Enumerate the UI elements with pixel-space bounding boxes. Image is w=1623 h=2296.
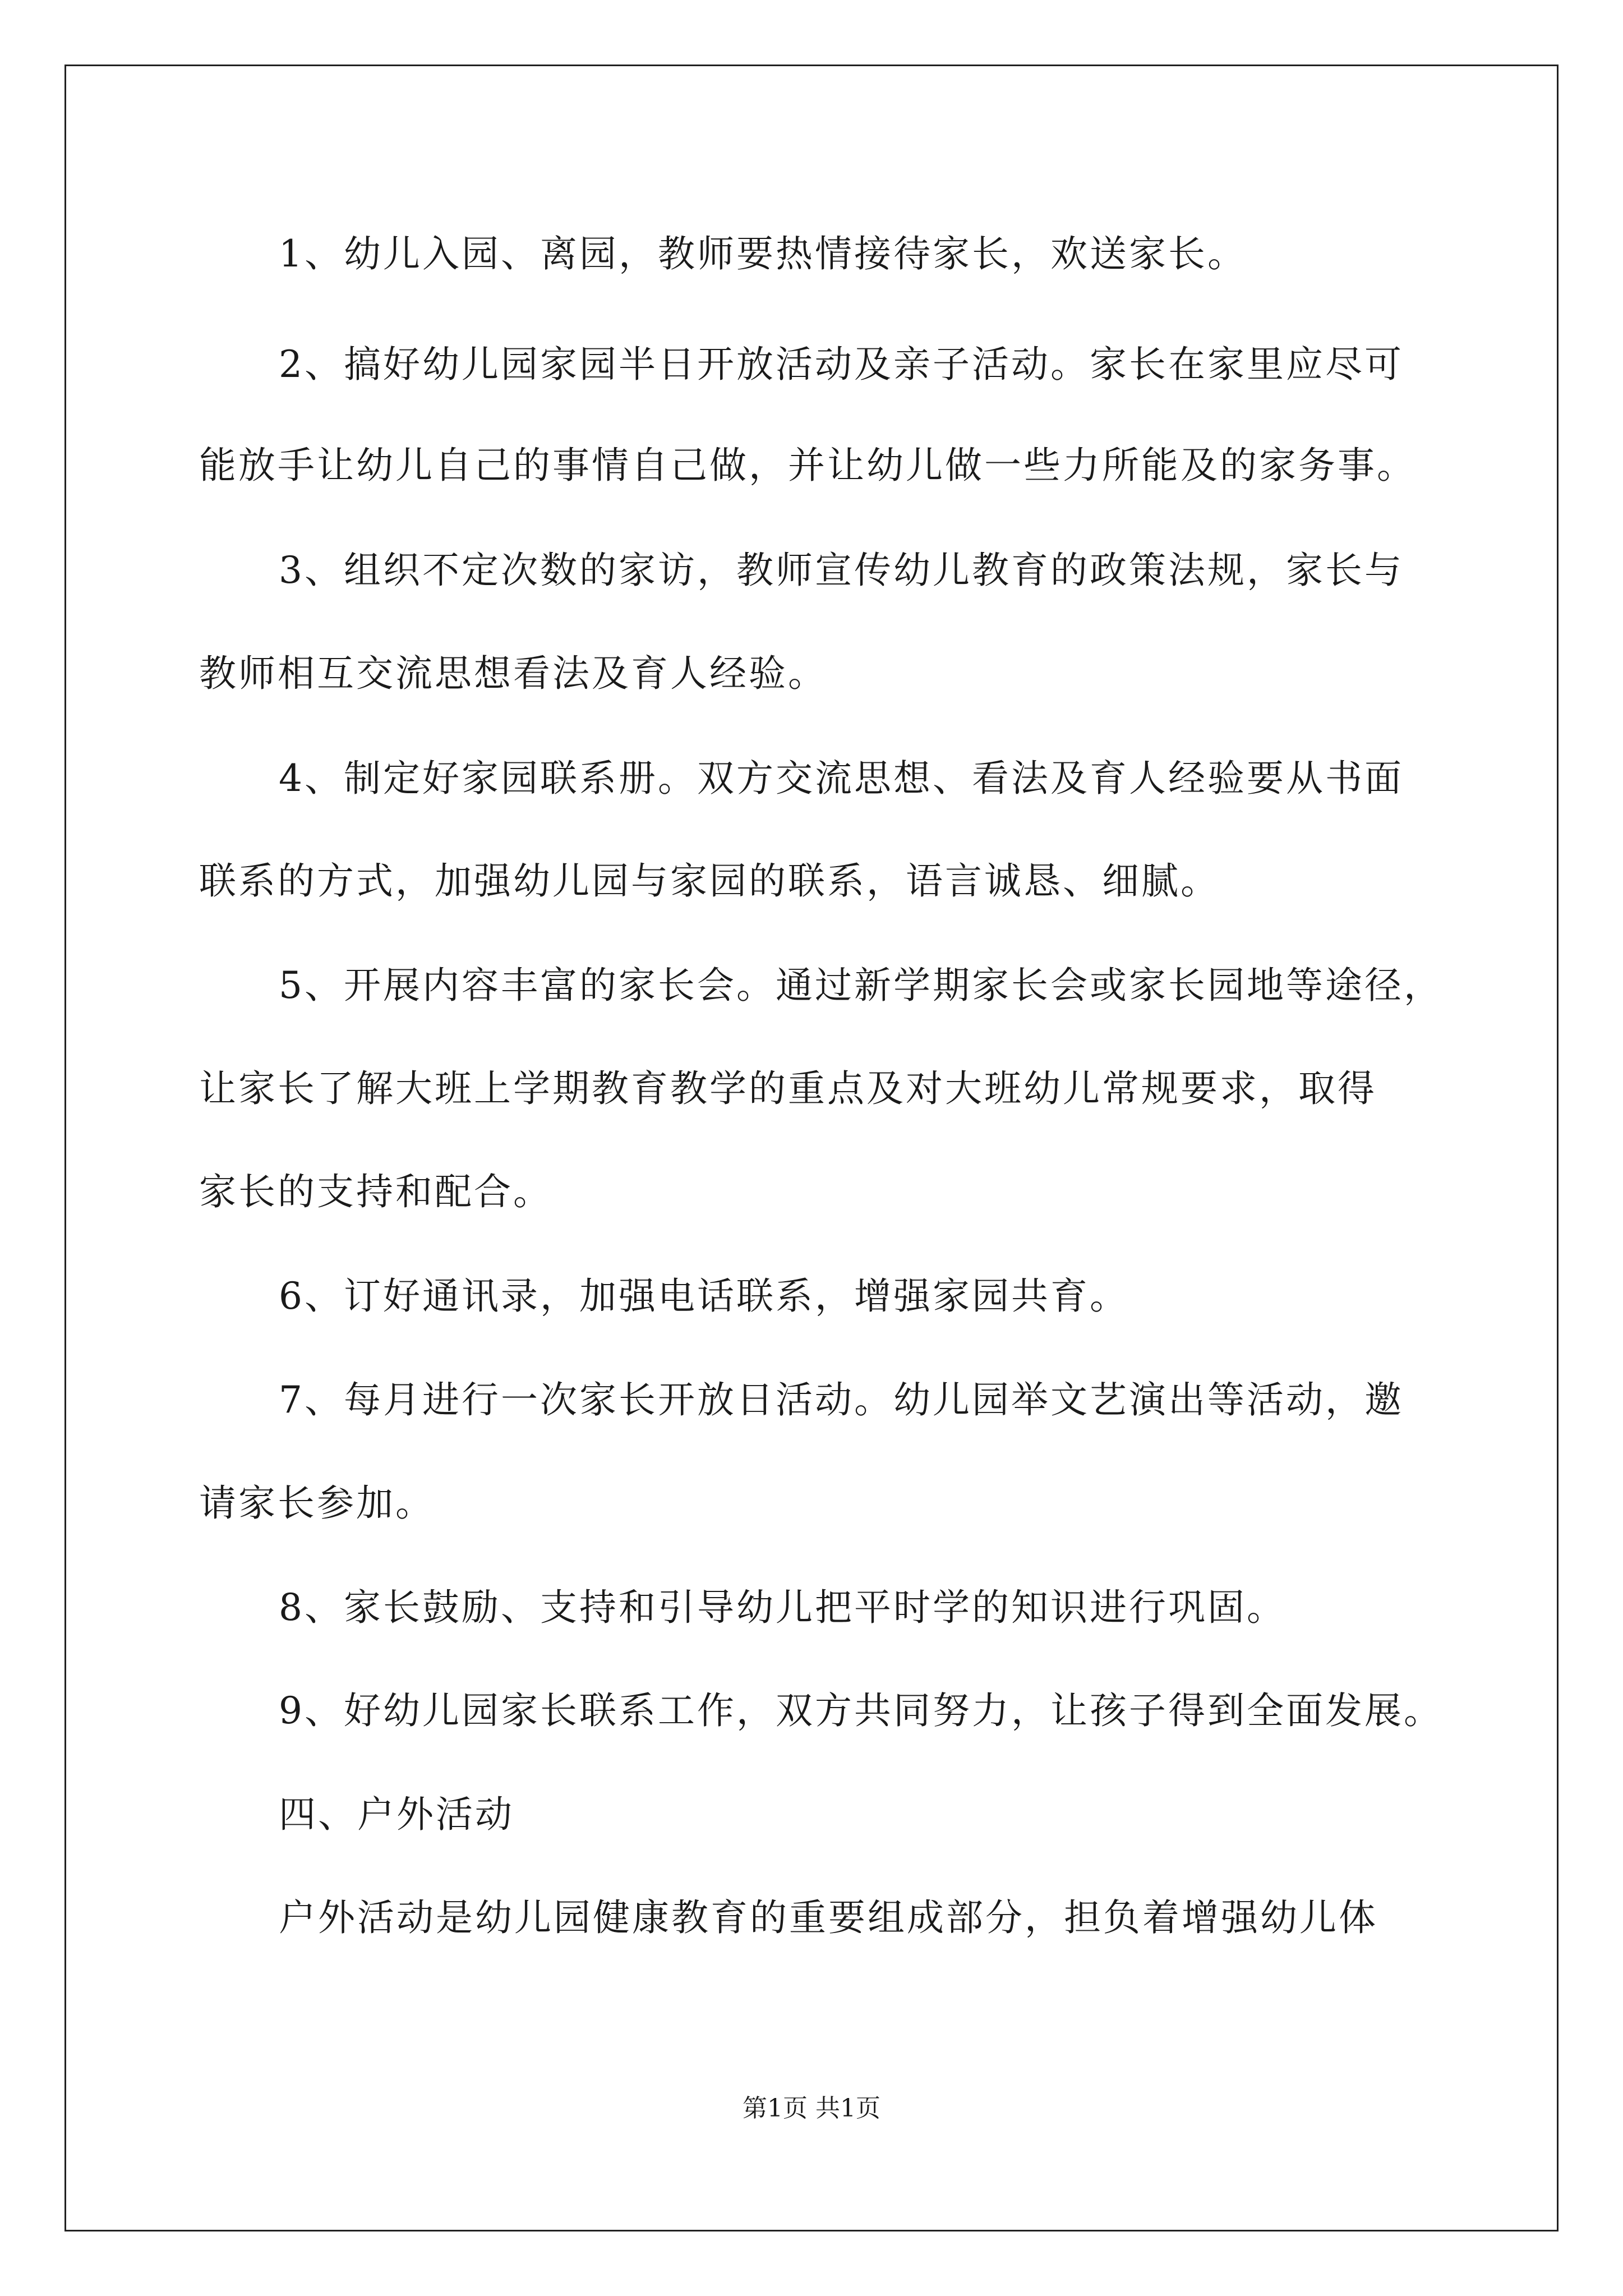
paragraph-3-line-2: 教师相互交流思想看法及育人经验。 [199, 652, 827, 695]
paragraph-5-line-1: 5、开展内容丰富的家长会。通过新学期家长会或家长园地等途径， [279, 964, 1443, 1007]
paragraph-9-line-1: 9、好幼儿园家长联系工作，双方共同努力，让孩子得到全面发展。 [279, 1689, 1443, 1732]
paragraph-4-line-1: 4、制定好家园联系册。双方交流思想、看法及育人经验要从书面 [279, 757, 1404, 800]
paragraph-7-line-2: 请家长参加。 [199, 1481, 435, 1525]
paragraph-5-line-3: 家长的支持和配合。 [199, 1170, 552, 1213]
page-number-footer: 第1页 共1页 [743, 2094, 880, 2123]
paragraph-7-line-1: 7、每月进行一次家长开放日活动。幼儿园举文艺演出等活动，邀 [279, 1378, 1404, 1421]
paragraph-10-line-1: 户外活动是幼儿园健康教育的重要组成部分，担负着增强幼儿体 [279, 1896, 1378, 1939]
paragraph-5-line-2: 让家长了解大班上学期教育教学的重点及对大班幼儿常规要求，取得 [199, 1067, 1377, 1110]
paragraph-4-line-2: 联系的方式，加强幼儿园与家园的联系，语言诚恳、细腻。 [199, 859, 1220, 903]
paragraph-6-line-1: 6、订好通讯录，加强电话联系，增强家园共育。 [279, 1274, 1129, 1318]
paragraph-2-line-2: 能放手让幼儿自己的事情自己做，并让幼儿做一些力所能及的家务事。 [199, 444, 1416, 487]
paragraph-8-line-1: 8、家长鼓励、支持和引导幼儿把平时学的知识进行巩固。 [279, 1586, 1286, 1629]
section-heading: 四、户外活动 [279, 1793, 514, 1836]
paragraph-3-line-1: 3、组织不定次数的家访，教师宣传幼儿教育的政策法规，家长与 [279, 549, 1404, 592]
paragraph-2-line-1: 2、搞好幼儿园家园半日开放活动及亲子活动。家长在家里应尽可 [279, 343, 1404, 386]
paragraph-1-line-1: 1、幼儿入园、离园，教师要热情接待家长，欢送家长。 [279, 232, 1247, 275]
